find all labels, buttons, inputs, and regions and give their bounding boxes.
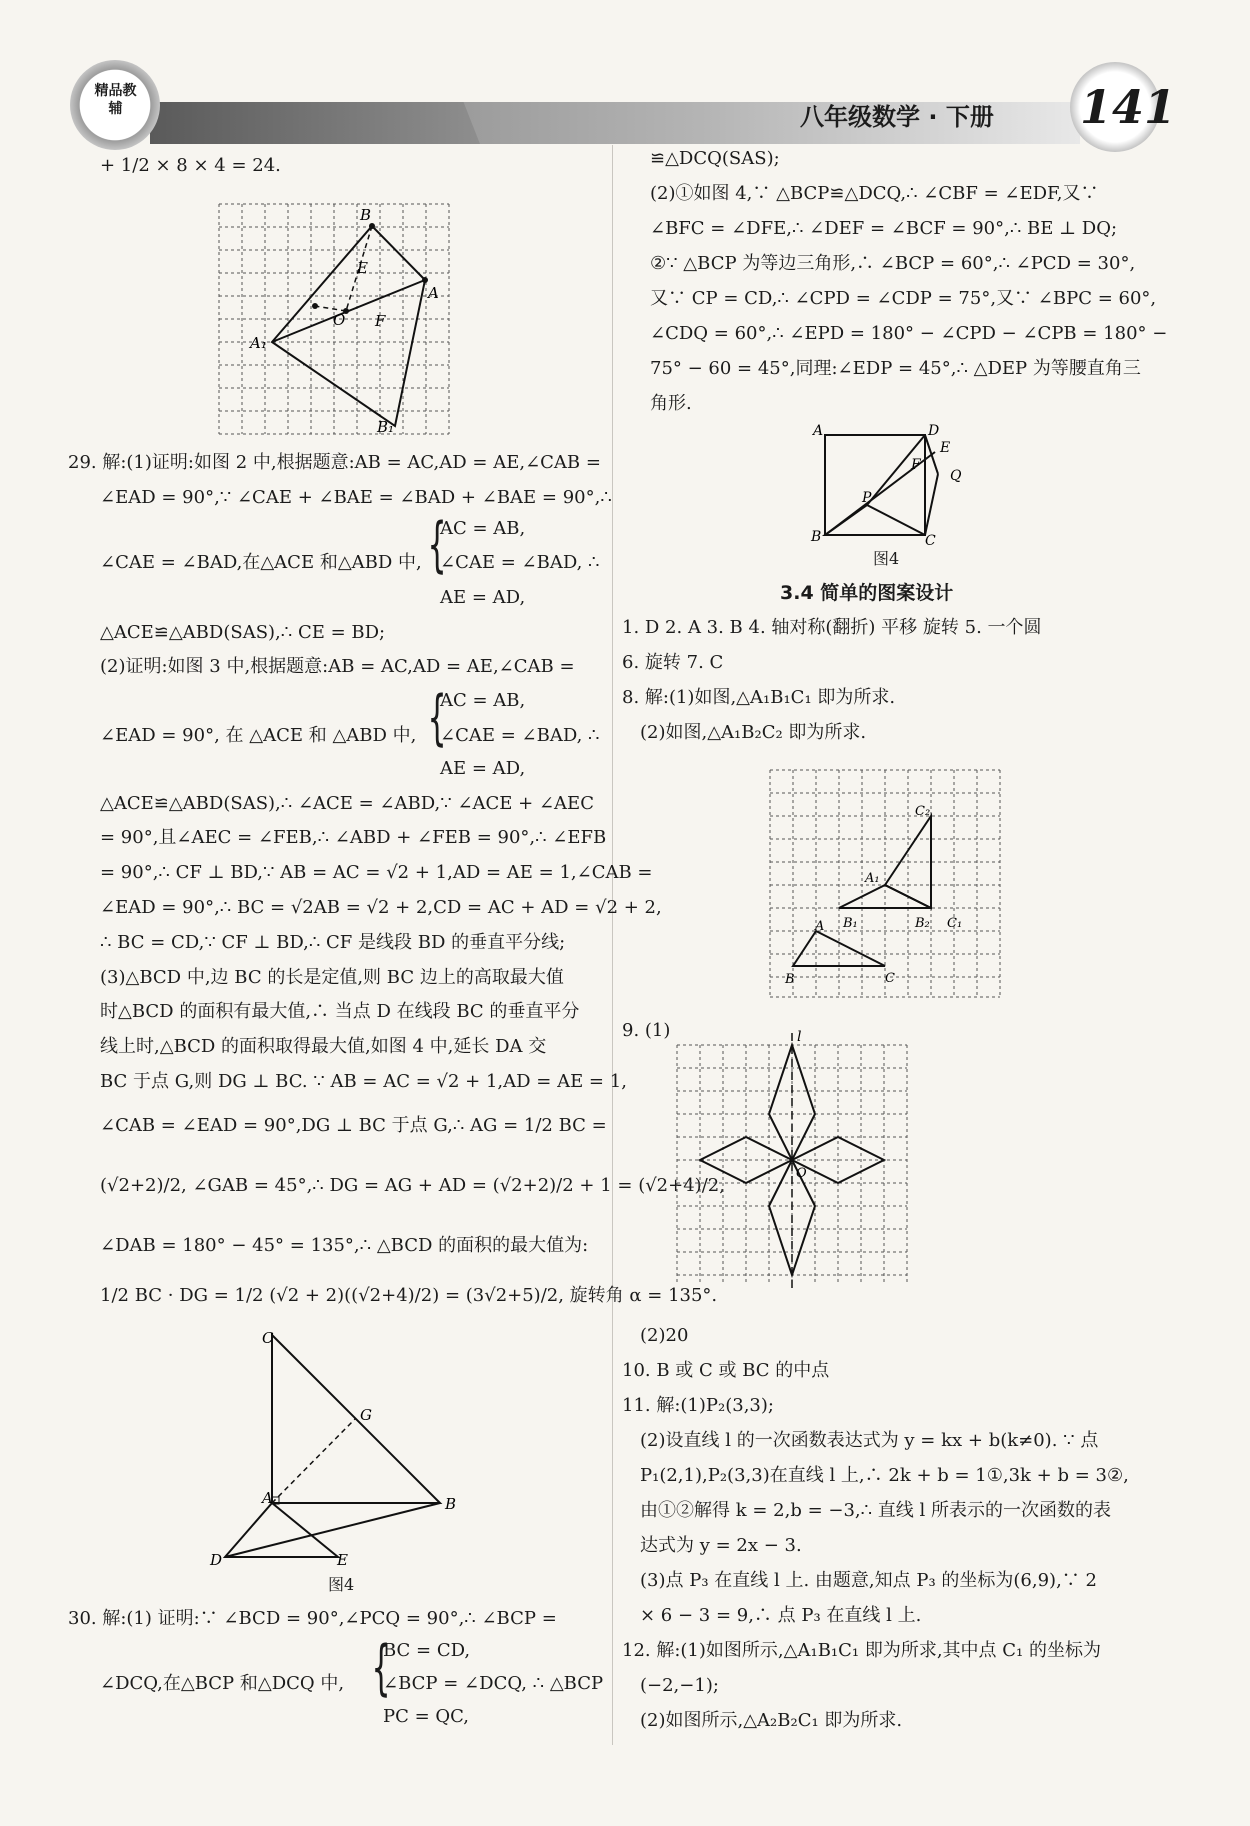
- text-line: ∠BCP = ∠DCQ, ∴ △BCP: [383, 1673, 604, 1694]
- brace: {: [371, 1633, 391, 1703]
- text-line: 1. D 2. A 3. B 4. 轴对称(翻折) 平移 旋转 5. 一个圆: [622, 617, 1042, 638]
- figure-grid-symmetry: [672, 1025, 927, 1295]
- label-O: O: [333, 311, 346, 329]
- text-line: × 6 − 3 = 9,∴ 点 P₃ 在直线 l 上.: [640, 1605, 922, 1626]
- label-A1: A₁: [865, 871, 880, 886]
- label-B1: B₁: [377, 418, 395, 436]
- text-line: ∠CAB = ∠EAD = 90°,DG ⊥ BC 于点 G,∴ AG = 1/2 BC =: [100, 1115, 607, 1136]
- text-line: 75° − 60 = 45°,同理:∠EDP = 45°,∴ △DEP 为等腰直角三: [650, 358, 1141, 379]
- text-line: (2)20: [640, 1325, 689, 1346]
- text-line: ∠EAD = 90°, 在 △ACE 和 △ABD 中,: [100, 725, 417, 746]
- label-B1: B₁: [843, 916, 858, 931]
- text-line: P₁(2,1),P₂(3,3)在直线 l 上,∴ 2k + b = 1①,3k + b = 3②,: [640, 1465, 1129, 1486]
- text-line: ∴ BC = CD,∵ CF ⊥ BD,∴ CF 是线段 BD 的垂直平分线;: [100, 932, 566, 953]
- text-line: BC 于点 G,则 DG ⊥ BC. ∵ AB = AC = √2 + 1,AD = AE = 1,: [100, 1071, 627, 1092]
- label-C2: C₂: [915, 804, 931, 819]
- column-divider: [612, 145, 613, 1745]
- header-band-dark: [150, 102, 480, 144]
- text-line: 由①②解得 k = 2,b = −3,∴ 直线 l 所表示的一次函数的表: [640, 1500, 1112, 1521]
- label-D: D: [210, 1551, 223, 1569]
- label-B: B: [811, 529, 822, 545]
- section-title: 3.4 简单的图案设计: [780, 582, 954, 604]
- text-line: (2)①如图 4,∵ △BCP≌△DCQ,∴ ∠CBF = ∠EDF,又∵: [650, 183, 1099, 204]
- label-D: D: [928, 423, 940, 439]
- text-line: ②∵ △BCP 为等边三角形,∴ ∠BCP = 60°,∴ ∠PCD = 30°,: [650, 253, 1136, 274]
- label-P: P: [862, 490, 872, 506]
- text-line: (3)△BCD 中,边 BC 的长是定值,则 BC 边上的高取最大值: [100, 967, 564, 988]
- text-line: AC = AB,: [440, 518, 526, 539]
- label-B: B: [445, 1495, 457, 1513]
- text-line: (2)设直线 l 的一次函数表达式为 y = kx + b(k≠0). ∵ 点: [640, 1430, 1099, 1451]
- text-line: ∠EAD = 90°,∴ BC = √2AB = √2 + 2,CD = AC + AD = √2 + 2,: [100, 897, 662, 918]
- text-line: ≌△DCQ(SAS);: [650, 148, 780, 169]
- text-line: PC = QC,: [383, 1706, 470, 1727]
- text-line: 时△BCD 的面积有最大值,∴ 当点 D 在线段 BC 的垂直平分: [100, 1001, 580, 1022]
- label-C: C: [885, 971, 895, 986]
- label-B: B: [785, 972, 795, 987]
- text-line: 8. 解:(1)如图,△A₁B₁C₁ 即为所求.: [622, 687, 896, 708]
- label-F: F: [911, 457, 921, 473]
- text-line: + 1/2 × 8 × 4 = 24.: [100, 155, 281, 176]
- label-E: E: [357, 259, 368, 277]
- figure-4-triangle: [200, 1325, 470, 1585]
- page-number: 141: [1080, 80, 1177, 134]
- badge-text: 精品教辅: [94, 83, 137, 117]
- text-line: △ACE≌△ABD(SAS),∴ ∠ACE = ∠ABD,∵ ∠ACE + ∠AEC: [100, 793, 594, 814]
- brace: {: [427, 683, 447, 753]
- label-F: F: [375, 312, 386, 330]
- figure-4-square: [805, 420, 985, 550]
- text-line: ∠DAB = 180° − 45° = 135°,∴ △BCD 的面积的最大值为:: [100, 1235, 589, 1256]
- text-line: 9. (1): [622, 1020, 671, 1041]
- text-line: ∠CAE = ∠BAD,在△ACE 和△ABD 中,: [100, 552, 422, 573]
- text-line: (2)如图所示,△A₂B₂C₁ 即为所求.: [640, 1710, 903, 1731]
- text-line: (3)点 P₃ 在直线 l 上. 由题意,知点 P₃ 的坐标为(6,9),∵ 2: [640, 1570, 1097, 1591]
- label-A: A: [428, 284, 439, 302]
- text-line: 线上时,△BCD 的面积取得最大值,如图 4 中,延长 DA 交: [100, 1036, 547, 1057]
- label-C: C: [262, 1329, 274, 1347]
- label-l: l: [797, 1029, 802, 1045]
- brace: {: [427, 510, 447, 580]
- text-line: 角形.: [650, 393, 692, 414]
- text-line: 29. 解:(1)证明:如图 2 中,根据题意:AB = AC,AD = AE,∠CAB =: [68, 452, 601, 473]
- text-line: 11. 解:(1)P₂(3,3);: [622, 1395, 774, 1416]
- text-line: AC = AB,: [440, 690, 526, 711]
- figure-caption: 图4: [328, 1575, 355, 1594]
- figure-grid-rotation: [215, 200, 453, 438]
- label-A: A: [815, 919, 825, 934]
- label-B2: B₂: [915, 916, 930, 931]
- text-line: △ACE≌△ABD(SAS),∴ CE = BD;: [100, 622, 386, 643]
- label-Q: Q: [950, 468, 962, 484]
- text-line: ∠CAE = ∠BAD, ∴: [440, 725, 600, 746]
- text-line: 30. 解:(1) 证明:∵ ∠BCD = 90°,∠PCQ = 90°,∴ ∠BCP =: [68, 1608, 557, 1629]
- text-line: (√2+2)/2, ∠GAB = 45°,∴ DG = AG + AD = (√2+2)/2 + 1 = (√2+4)/2,: [100, 1175, 725, 1196]
- text-line: ∠EAD = 90°,∵ ∠CAE + ∠BAE = ∠BAD + ∠BAE = 90°,∴: [100, 487, 612, 508]
- text-line: (2)如图,△A₁B₂C₂ 即为所求.: [640, 722, 867, 743]
- text-line: = 90°,∴ CF ⊥ BD,∵ AB = AC = √2 + 1,AD = AE = 1,∠CAB =: [100, 862, 653, 883]
- text-line: ∠DCQ,在△BCP 和△DCQ 中,: [100, 1673, 345, 1694]
- text-line: = 90°,且∠AEC = ∠FEB,∴ ∠ABD + ∠FEB = 90°,∴ ∠EFB: [100, 827, 607, 848]
- figure-caption: 图4: [873, 549, 900, 568]
- text-line: AE = AD,: [440, 587, 526, 608]
- text-line: (−2,−1);: [640, 1675, 719, 1696]
- label-E: E: [940, 440, 951, 456]
- text-line: 6. 旋转 7. C: [622, 652, 724, 673]
- label-A1: A₁: [250, 334, 267, 352]
- label-A: A: [262, 1489, 273, 1507]
- label-A: A: [813, 423, 824, 439]
- label-O: O: [796, 1166, 807, 1181]
- label-E: E: [337, 1551, 348, 1569]
- text-line: 达式为 y = 2x − 3.: [640, 1535, 802, 1556]
- figure-grid-translation: [765, 765, 1005, 1005]
- text-line: BC = CD,: [383, 1640, 471, 1661]
- text-line: AE = AD,: [440, 758, 526, 779]
- text-line: (2)证明:如图 3 中,根据题意:AB = AC,AD = AE,∠CAB =: [100, 656, 575, 677]
- text-line: ∠CAE = ∠BAD, ∴: [440, 552, 600, 573]
- text-line: 10. B 或 C 或 BC 的中点: [622, 1360, 830, 1381]
- text-line: ∠BFC = ∠DFE,∴ ∠DEF = ∠BCF = 90°,∴ BE ⊥ DQ;: [650, 218, 1118, 239]
- text-line: 12. 解:(1)如图所示,△A₁B₁C₁ 即为所求,其中点 C₁ 的坐标为: [622, 1640, 1101, 1661]
- text-line: 1/2 BC · DG = 1/2 (√2 + 2)((√2+4)/2) = (3√2+5)/2, 旋转角 α = 135°.: [100, 1285, 718, 1306]
- label-C: C: [925, 533, 936, 549]
- text-line: ∠CDQ = 60°,∴ ∠EPD = 180° − ∠CPD − ∠CPB = 180° −: [650, 323, 1168, 344]
- label-G: G: [360, 1406, 372, 1424]
- label-B: B: [360, 206, 372, 224]
- book-title: 八年级数学 · 下册: [800, 103, 994, 131]
- label-C1: C₁: [947, 916, 963, 931]
- text-line: 又∵ CP = CD,∴ ∠CPD = ∠CDP = 75°,又∵ ∠BPC = 60°,: [650, 288, 1157, 309]
